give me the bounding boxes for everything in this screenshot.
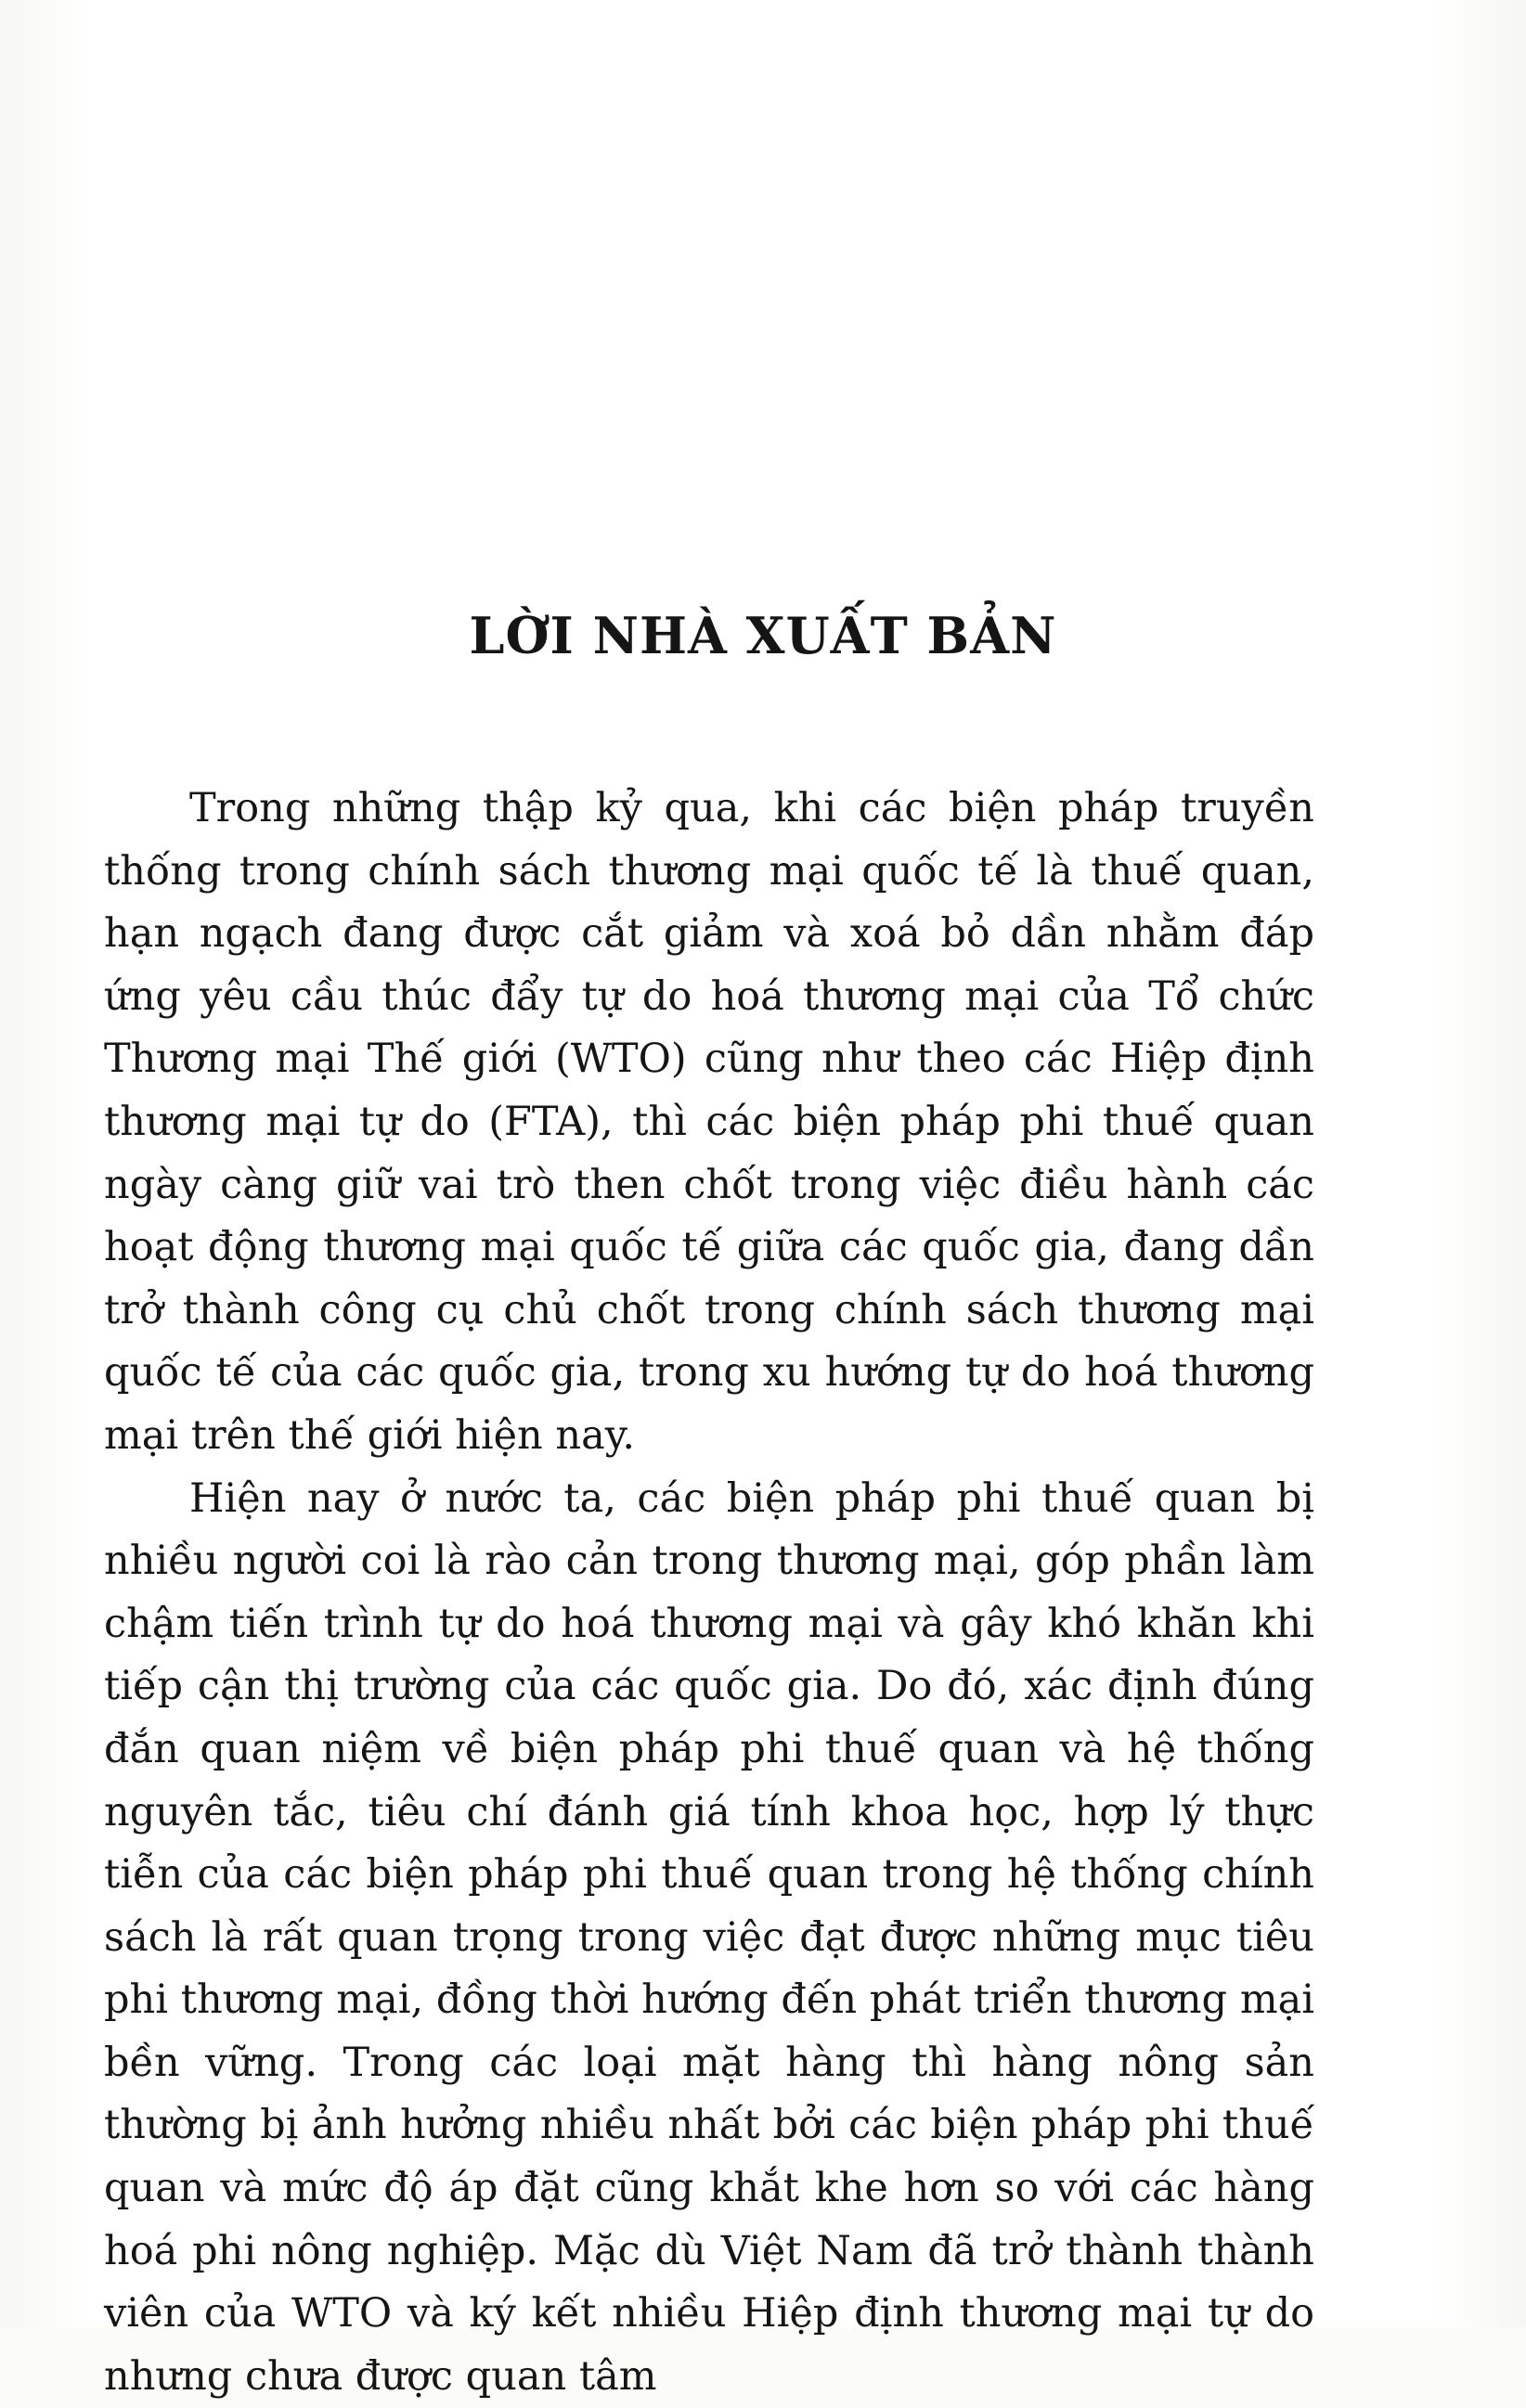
paragraph-2: Hiện nay ở nước ta, các biện pháp phi thuế quan bị nhiều người coi là rào cản trong thương mại, góp phần làm chậm tiến trình tự do hoá thương mại và gây khó khăn khi tiếp cận thị trường của các quốc gia. Do đó, xác định đúng đắn quan niệm về biện pháp phi thuế quan và hệ thống nguyên tắc, tiêu chí đánh giá tính khoa học, hợp lý thực tiễn của các biện pháp phi thuế quan trong hệ thống chính sách là rất quan trọng trong việc đạt được những mục tiêu phi thương mại, đồng thời hướng đến phát triển thương mại bền vững. Trong các loại mặt hàng thì hàng nông sản thường bị ảnh hưởng nhiều nhất bởi các biện pháp phi thuế quan và mức độ áp đặt cũng khắt khe hơn so với các hàng hoá phi nông nghiệp. Mặc dù Việt Nam đã trở thành thành viên của WTO và ký kết nhiều Hiệp định thương mại tự do nhưng chưa được quan tâm xyxy=(104,1474,1314,2400)
paragraph-1: Trong những thập kỷ qua, khi các biện pháp truyền thống trong chính sách thương mại quốc tế là thuế quan, hạn ngạch đang được cắt giảm và xoá bỏ dần nhằm đáp ứng yêu cầu thúc đẩy tự do hoá thương mại của Tổ chức Thương mại Thế giới (WTO) cũng như theo các Hiệp định thương mại tự do (FTA), thì các biện pháp phi thuế quan ngày càng giữ vai trò then chốt trong việc điều hành các hoạt động thương mại quốc tế giữa các quốc gia, đang dần trở thành công cụ chủ chốt trong chính sách thương mại quốc tế của các quốc gia, trong xu hướng tự do hoá thương mại trên thế giới hiện nay. xyxy=(104,785,1314,1459)
text-body xyxy=(104,778,1314,2408)
page-title: LỜI NHÀ XUẤT BẢN xyxy=(469,606,1057,666)
